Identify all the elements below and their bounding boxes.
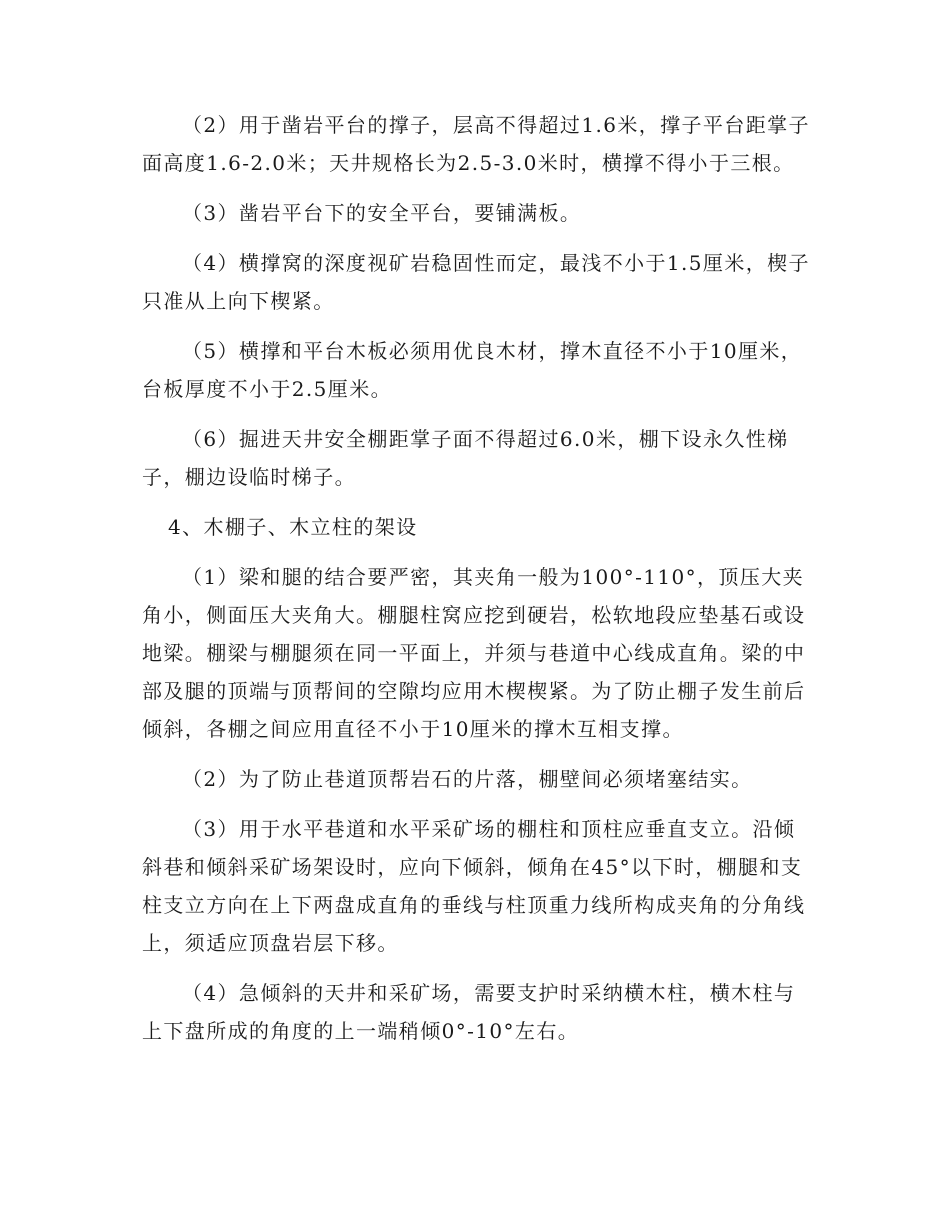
paragraph-timber-quality: （5）横撑和平台木板必须用优良木材，撑木直径不小于10厘米，台板厚度不小于2.5厘米。 bbox=[142, 339, 803, 401]
paragraph-platform-struts: （2）用于凿岩平台的撑子，层高不得超过1.6米，撑子平台距掌子面高度1.6-2.0米；天井规格长为2.5-3.0米时，横撑不得小于三根。 bbox=[142, 113, 810, 175]
document-body bbox=[142, 106, 812, 1062]
paragraph-beam-leg-joint: （1）梁和腿的结合要严密，其夹角一般为100°-110°，顶压大夹角小，侧面压大夹角大。棚腿柱窝应挖到硬岩，松软地段应垫基石或设地梁。棚梁与棚腿须在同一平面上，并须与巷道中心线成直角。梁的中部及腿的顶端与顶帮间的空隙均应用木楔楔紧。为了防止棚子发生前后倾斜，各棚之间应用直径不小于10厘米的撑木互相支撑。 bbox=[142, 565, 806, 741]
paragraph-safety-shed: （6）掘进天井安全棚距掌子面不得超过6.0米，棚下设永久性梯子，棚边设临时梯子。 bbox=[142, 427, 789, 489]
paragraph-wall-packing: （2）为了防止巷道顶帮岩石的片落，棚壁间必须堵塞结实。 bbox=[182, 767, 753, 791]
paragraph-column-inclination: （3）用于水平巷道和水平采矿场的棚柱和顶柱应垂直支立。沿倾斜巷和倾斜采矿场架设时，应向下倾斜，倾角在45°以下时，棚腿和支柱支立方向在上下两盘成直角的垂线与柱顶重力线所构成夹角的分角线上，须适应顶盘岩层下移。 bbox=[142, 817, 806, 955]
paragraph-strut-socket: （4）横撑窝的深度视矿岩稳固性而定，最浅不小于1.5厘米，楔子只准从上向下楔紧。 bbox=[142, 251, 810, 313]
paragraph-steep-stope-props: （4）急倾斜的天井和采矿场，需要支护时采纳横木柱，横木柱与上下盘所成的角度的上一端稍倾0°-10°左右。 bbox=[142, 981, 796, 1043]
section-heading: 4、木棚子、木立柱的架设 bbox=[168, 515, 418, 539]
paragraph-safety-platform: （3）凿岩平台下的安全平台，要铺满板。 bbox=[182, 201, 582, 225]
